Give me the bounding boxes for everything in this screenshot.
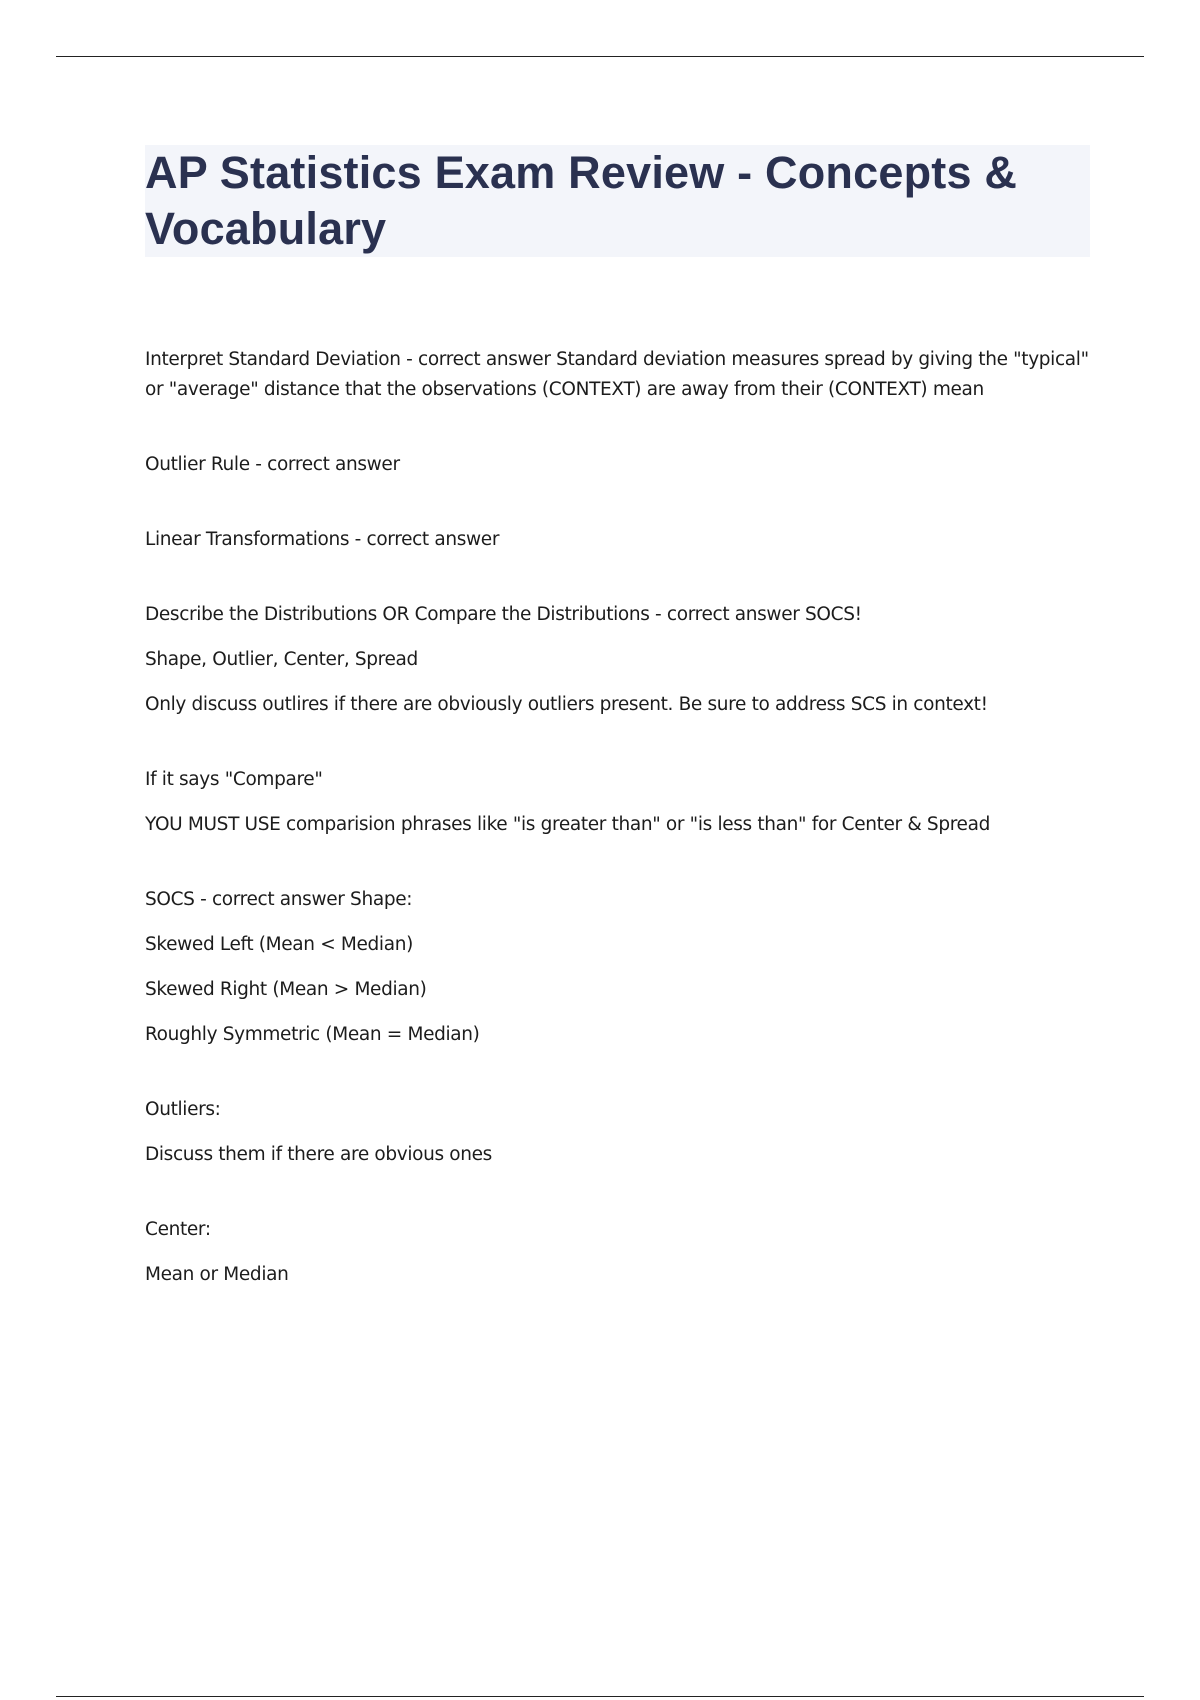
- entry-line: Interpret Standard Deviation - correct answer Standard deviation measures spread by giving the "typical" or "average" distance that the observations (CONTEXT) are away from their (CONTEXT) mean: [145, 349, 1089, 400]
- title-block: [145, 145, 1090, 257]
- entry-line: Outliers:: [145, 1099, 221, 1120]
- document-body: [145, 345, 1095, 1335]
- entry-outlier-rule: [145, 450, 1095, 480]
- entry-outliers: [145, 1095, 1095, 1170]
- bottom-divider: [56, 1696, 1144, 1697]
- entry-line: Roughly Symmetric (Mean = Median): [145, 1024, 480, 1045]
- entry-line: Linear Transformations - correct answer: [145, 529, 500, 550]
- entry-line: Describe the Distributions OR Compare the Distributions - correct answer SOCS!: [145, 604, 862, 625]
- entry-line: Outlier Rule - correct answer: [145, 454, 400, 475]
- entry-line: Mean or Median: [145, 1264, 289, 1285]
- entry-describe-distributions: [145, 600, 1095, 720]
- entry-line: Shape, Outlier, Center, Spread: [145, 649, 418, 670]
- entry-standard-deviation: [145, 345, 1095, 405]
- entry-line: If it says "Compare": [145, 769, 323, 790]
- entry-line: Center:: [145, 1219, 211, 1240]
- entry-line: Skewed Right (Mean > Median): [145, 979, 427, 1000]
- entry-line: SOCS - correct answer Shape:: [145, 889, 413, 910]
- entry-line: YOU MUST USE comparision phrases like "is greater than" or "is less than" for Center & Spread: [145, 814, 990, 835]
- entry-line: Only discuss outlires if there are obviously outliers present. Be sure to address SCS in context!: [145, 694, 988, 715]
- top-divider: [56, 56, 1144, 57]
- entry-center: [145, 1215, 1095, 1290]
- entry-line: Skewed Left (Mean < Median): [145, 934, 413, 955]
- page-title: AP Statistics Exam Review - Concepts & Vocabulary: [145, 147, 1018, 254]
- entry-line: Discuss them if there are obvious ones: [145, 1144, 492, 1165]
- entry-compare: [145, 765, 1095, 840]
- entry-socs: [145, 885, 1095, 1050]
- entry-linear-transformations: [145, 525, 1095, 555]
